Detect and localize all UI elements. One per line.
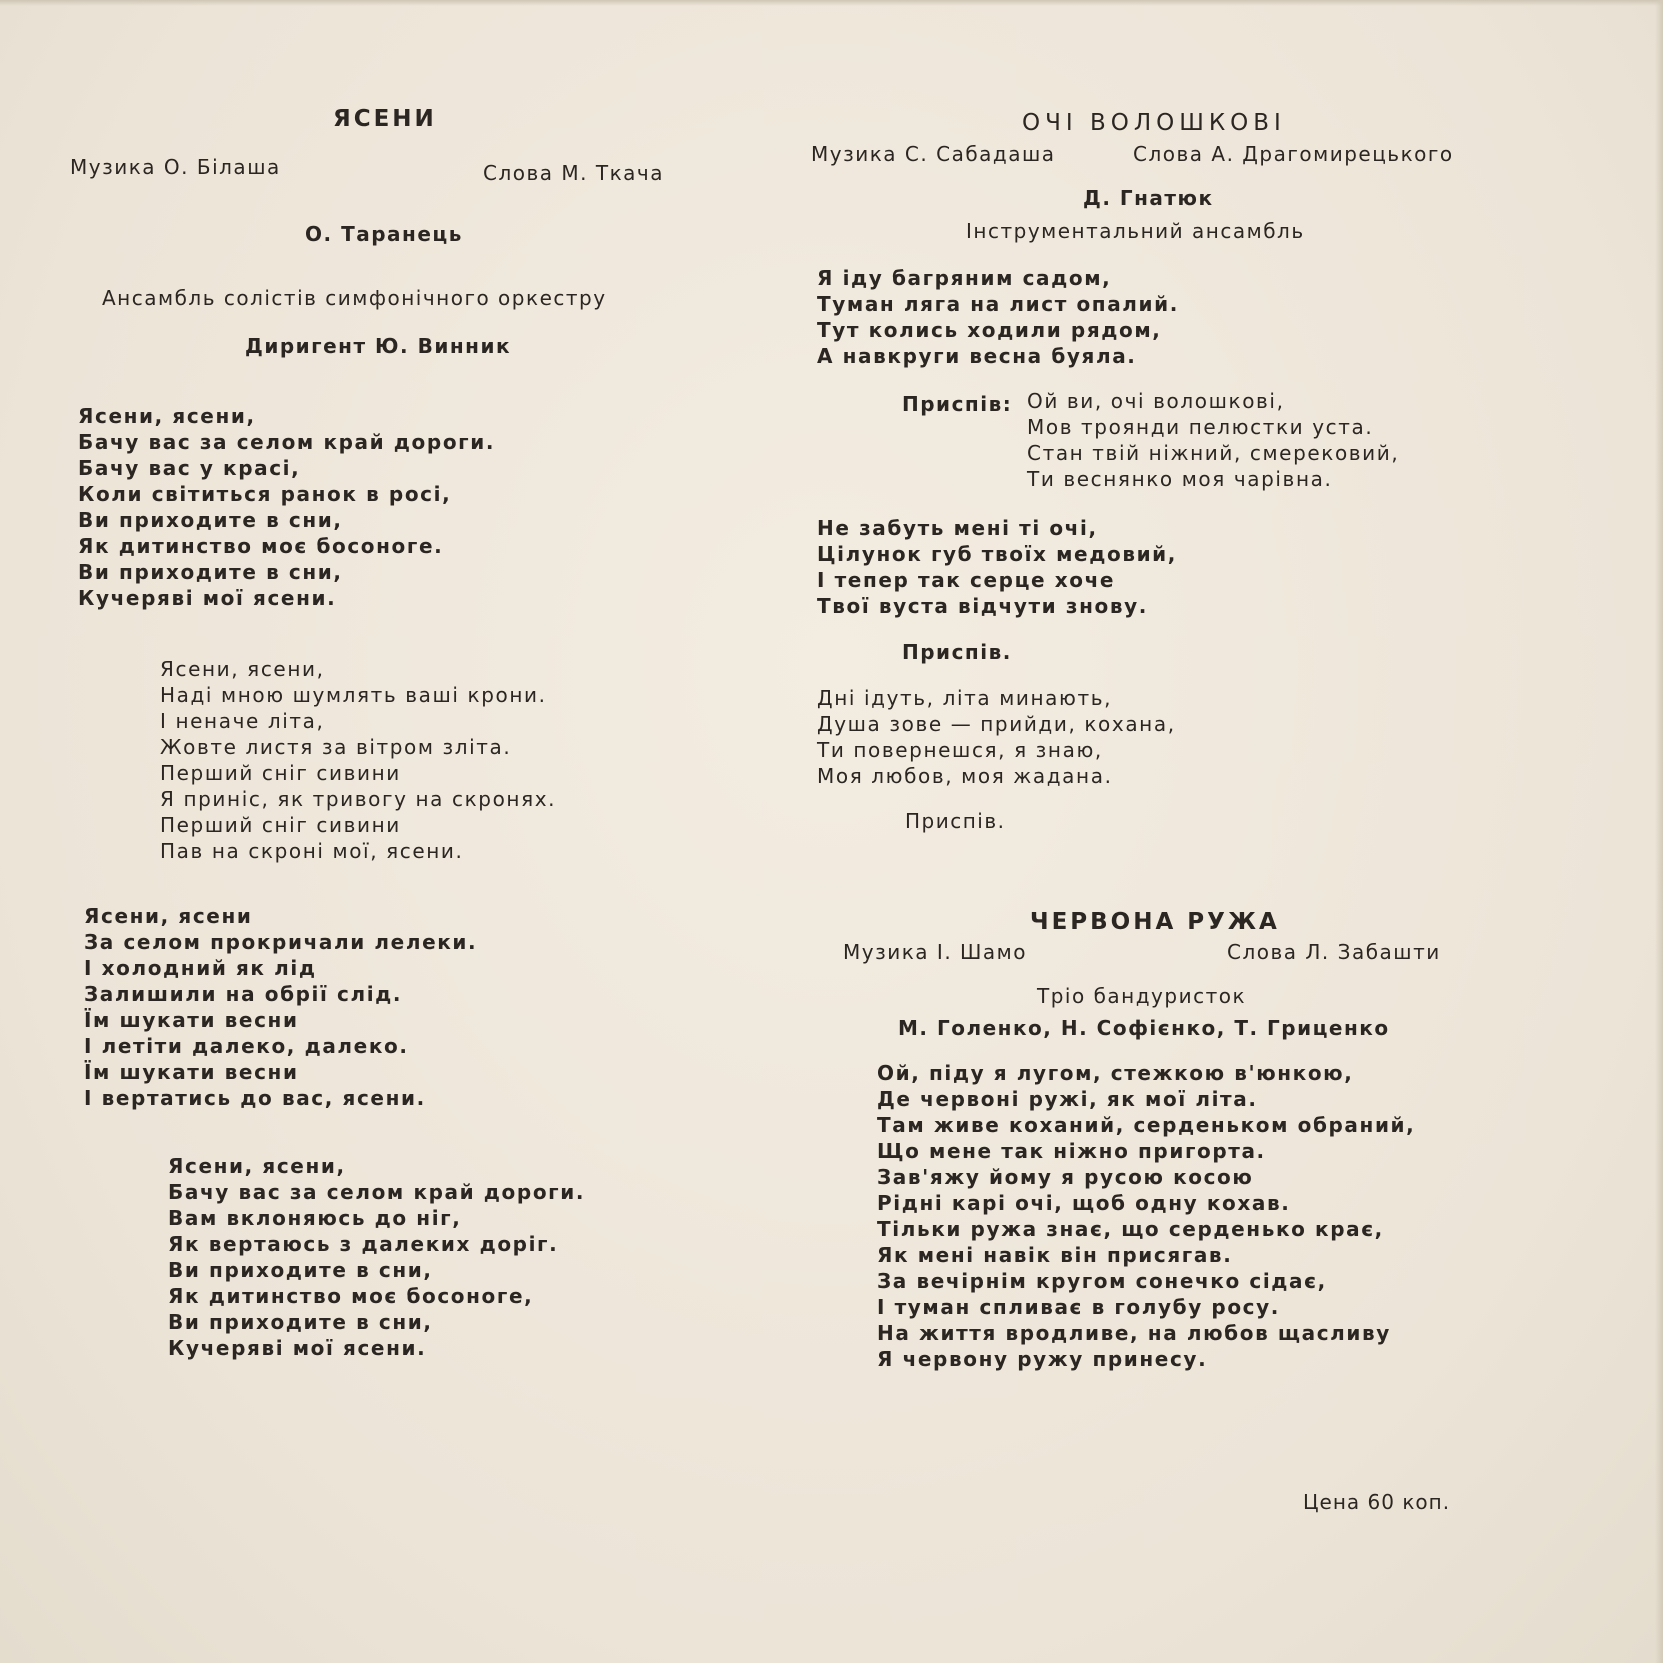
verse-line: Залишили на обрії слід. [84, 982, 403, 1006]
stanza-ochi-1 [817, 265, 1179, 369]
verse-line: За селом прокричали лелеки. [84, 930, 478, 954]
verse-line: Ясени, ясени, [168, 1154, 346, 1178]
verse-line: На життя вродливе, на любов щасливу [877, 1321, 1391, 1345]
verse-line: Ви приходите в сни, [168, 1310, 433, 1334]
verse-line: Тільки ружа знає, що серденько крає, [877, 1217, 1384, 1241]
verse-line: Коли світиться ранок в росі, [78, 482, 452, 506]
verse-line: Ви приходите в сни, [78, 560, 343, 584]
verse-line: Ой ви, очі волошкові, [1027, 389, 1285, 413]
lyrics-credit-yaseny: Слова М. Ткача [483, 161, 664, 185]
verse-line: І летіти далеко, далеко. [84, 1034, 409, 1058]
verse-line: Наді мною шумлять ваші крони. [160, 683, 547, 707]
verse-line: Душа зове — прийди, кохана, [817, 712, 1176, 736]
verse-line: Дні ідуть, літа минають, [817, 686, 1113, 710]
music-credit-ruzha: Музика І. Шамо [843, 940, 1027, 964]
verse-line: Жовте листя за вітром зліта. [160, 735, 512, 759]
verse-line: Бачу вас у красі, [78, 456, 301, 480]
verse-line: І вертатись до вас, ясени. [84, 1086, 426, 1110]
performer-yaseny: О. Таранець [305, 222, 463, 246]
verse-line: За вечірнім кругом сонечко сідає, [877, 1269, 1327, 1293]
verse-line: Що мене так ніжно пригорта. [877, 1139, 1266, 1163]
verse-line: Як дитинство моє босоноге. [78, 534, 444, 558]
song-title-chervona-ruzha: ЧЕРВОНА РУЖА [1030, 909, 1280, 935]
verse-line: Як мені навік він присягав. [877, 1243, 1233, 1267]
verse-line: І холодний як лід [84, 956, 317, 980]
stanza-yaseny-3 [84, 903, 477, 1111]
verse-line: Стан твій ніжний, смерековий, [1027, 441, 1400, 465]
verse-line: І тепер так серце хоче [817, 568, 1116, 592]
verse-line: Їм шукати весни [84, 1060, 299, 1084]
verse-line: Де червоні ружі, як мої літа. [877, 1087, 1258, 1111]
verse-line: Ясени, ясени [84, 904, 253, 928]
price-label: Цена 60 коп. [1303, 1490, 1451, 1514]
verse-line: Вам вклоняюсь до ніг, [168, 1206, 462, 1230]
verse-line: Там живе коханий, серденьком обраний, [877, 1113, 1416, 1137]
stanza-ochi-3 [817, 685, 1176, 789]
chorus-ochi [1027, 388, 1399, 492]
verse-line: Їм шукати весни [84, 1008, 299, 1032]
verse-line: Ясени, ясени, [78, 404, 256, 428]
verse-line: Мов троянди пелюстки уста. [1027, 415, 1374, 439]
music-credit-ochi: Музика С. Сабадаша [811, 142, 1056, 166]
verse-line: Я червону ружу принесу. [877, 1347, 1208, 1371]
verse-line: І туман спливає в голубу росу. [877, 1295, 1280, 1319]
performer-ochi: Д. Гнатюк [1083, 186, 1214, 210]
verse-line: Кучеряві мої ясени. [168, 1336, 427, 1360]
chorus-label: Приспів: [902, 392, 1013, 416]
stanza-yaseny-1 [78, 403, 495, 611]
verse-line: Ти веснянко моя чарівна. [1027, 467, 1333, 491]
ensemble-ruzha: Тріо бандуристок [1037, 984, 1247, 1008]
verse-line: Як дитинство моє босоноге, [168, 1284, 534, 1308]
stanza-yaseny-4 [168, 1153, 585, 1361]
performers-ruzha: М. Голенко, Н. Софієнко, Т. Гриценко [898, 1016, 1390, 1040]
verse-line: Ви приходите в сни, [168, 1258, 433, 1282]
paper-edge-right [1655, 0, 1663, 1663]
verse-line: Я іду багряним садом, [817, 266, 1112, 290]
stanza-ruzha [877, 1060, 1415, 1372]
verse-line: Пав на скроні мої, ясени. [160, 839, 464, 863]
paper-edge-top [0, 0, 1663, 6]
conductor-yaseny: Диригент Ю. Винник [245, 334, 512, 358]
lyrics-credit-ochi: Слова А. Драгомирецького [1133, 142, 1454, 166]
ensemble-yaseny: Ансамбль солістів симфонічного оркестру [102, 286, 607, 310]
ensemble-ochi: Інструментальний ансамбль [966, 219, 1305, 243]
verse-line: Туман ляга на лист опалий. [817, 292, 1179, 316]
verse-line: Бачу вас за селом край дороги. [78, 430, 496, 454]
verse-line: Бачу вас за селом край дороги. [168, 1180, 586, 1204]
music-credit-yaseny: Музика О. Білаша [70, 155, 281, 179]
verse-line: Зав'яжу йому я русою косою [877, 1165, 1254, 1189]
verse-line: Ти повернешся, я знаю, [817, 738, 1103, 762]
verse-line: Рідні карі очі, щоб одну кохав. [877, 1191, 1291, 1215]
verse-line: Ясени, ясени, [160, 657, 325, 681]
verse-line: Кучеряві мої ясени. [78, 586, 337, 610]
song-title-ochi-voloshkovi: ОЧІ ВОЛОШКОВІ [1022, 110, 1286, 136]
verse-line: Я приніс, як тривогу на скронях. [160, 787, 557, 811]
verse-line: Перший сніг сивини [160, 761, 401, 785]
verse-line: Як вертаюсь з далеких доріг. [168, 1232, 559, 1256]
verse-line: Моя любов, моя жадана. [817, 764, 1113, 788]
stanza-ochi-2 [817, 515, 1177, 619]
verse-line: Не забуть мені ті очі, [817, 516, 1098, 540]
song-title-yaseny: ЯСЕНИ [333, 106, 437, 132]
verse-line: А навкруги весна буяла. [817, 344, 1137, 368]
verse-line: Цілунок губ твоїх медовий, [817, 542, 1177, 566]
stanza-yaseny-2 [160, 656, 556, 864]
verse-line: Тут колись ходили рядом, [817, 318, 1162, 342]
verse-line: Ви приходите в сни, [78, 508, 343, 532]
verse-line: І неначе літа, [160, 709, 325, 733]
verse-line: Ой, піду я лугом, стежкою в'юнкою, [877, 1061, 1354, 1085]
lyrics-credit-ruzha: Слова Л. Забашти [1227, 940, 1441, 964]
verse-line: Перший сніг сивини [160, 813, 401, 837]
verse-line: Твої вуста відчути знову. [817, 594, 1148, 618]
refrain-label-1: Приспів. [902, 640, 1012, 664]
refrain-label-2: Приспів. [905, 809, 1006, 833]
